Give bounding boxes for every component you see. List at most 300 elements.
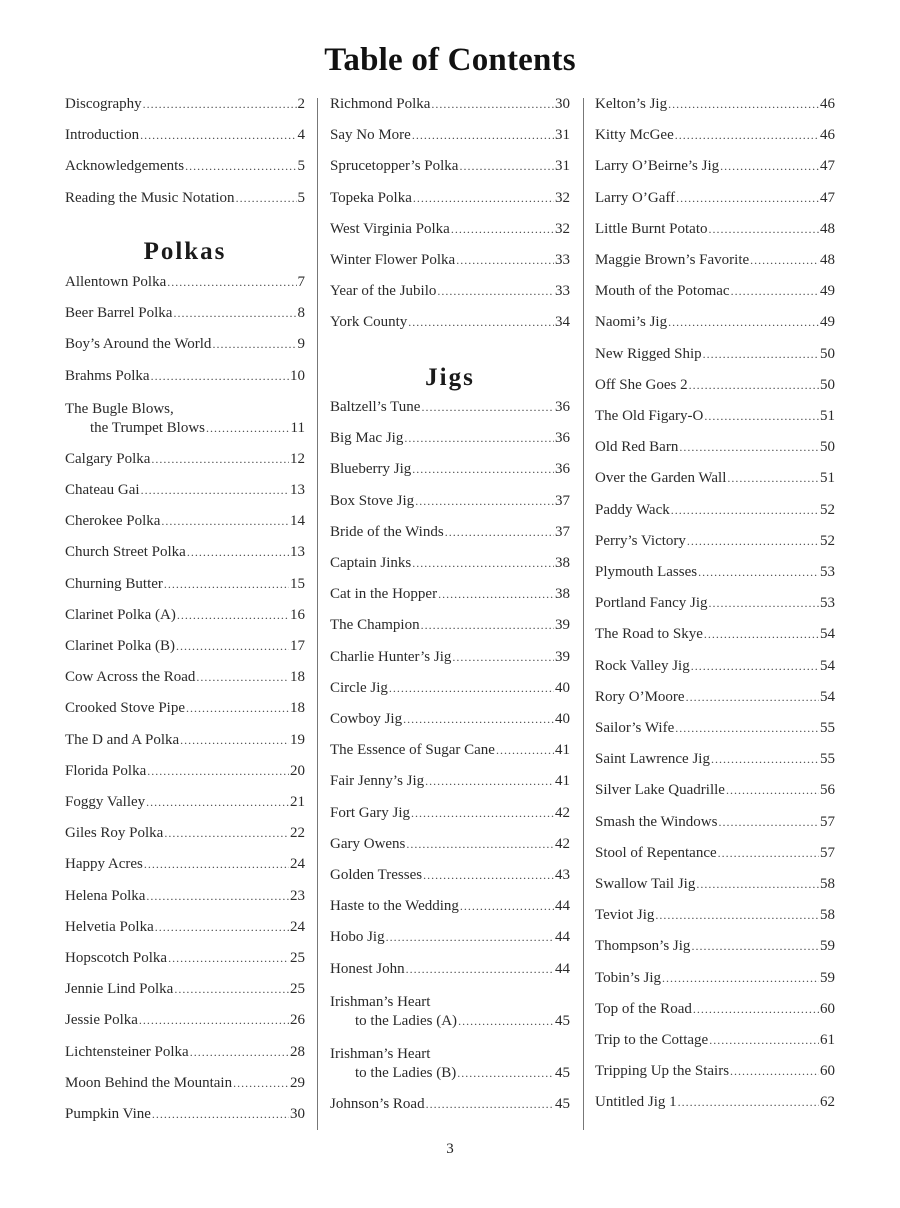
dot-leader [164,578,289,593]
toc-entry-title: Plymouth Lasses [595,564,698,580]
toc-entry[interactable] [330,586,570,603]
toc-entry-page: 44 [555,960,570,977]
toc-entry-page: 32 [555,189,570,206]
toc-entry-page: 9 [297,336,305,353]
toc-entry-page: 56 [820,782,835,799]
toc-entry-page: 54 [820,688,835,705]
toc-entry[interactable] [65,981,305,998]
toc-entry[interactable] [65,544,305,561]
dot-leader [426,1098,554,1113]
toc-entry[interactable] [65,127,305,144]
toc-entry-page: 45 [555,1064,570,1081]
dot-leader [691,660,819,675]
toc-entry[interactable] [65,888,305,905]
toc-entry-title: Perry’s Victory [595,532,686,549]
toc-entry[interactable] [330,283,570,300]
toc-entry-title: Captain Jinks [330,555,412,571]
dot-leader [412,463,554,478]
toc-entry-title: Chateau Gai [65,482,140,498]
toc-entry-page: 45 [555,1095,570,1112]
toc-entry-page: 47 [820,189,835,206]
toc-entry[interactable] [330,158,570,175]
toc-entry-page: 15 [290,575,305,592]
toc-entry[interactable] [330,127,570,144]
toc-entry-page: 13 [290,544,305,561]
toc-entry[interactable] [595,845,835,862]
toc-entry-title: Rock Valley Jig [595,657,690,674]
toc-entry-title: Irishman’s Heart [330,1045,431,1062]
toc-entry-page: 46 [820,96,835,112]
dot-leader [709,597,820,612]
toc-entry[interactable] [330,430,570,447]
toc-entry-page: 31 [555,158,570,175]
dot-leader [236,192,297,207]
dot-leader [389,682,554,697]
dot-leader [655,909,819,924]
toc-entry[interactable] [595,658,835,675]
toc-entry[interactable] [65,638,305,655]
toc-entry-page: 48 [820,220,835,237]
toc-entry[interactable] [595,470,835,487]
dot-leader [438,588,554,603]
toc-entry[interactable] [65,451,305,468]
toc-entry[interactable] [330,314,570,331]
toc-entry[interactable] [595,751,835,768]
toc-entry[interactable] [65,1012,305,1029]
toc-entry-page: 50 [820,376,835,393]
toc-entry[interactable] [595,814,835,831]
dot-leader [459,160,554,175]
dot-leader [141,484,289,499]
dot-leader [152,1108,289,1123]
toc-entry-page: 7 [297,274,305,290]
toc-entry[interactable] [330,96,570,113]
toc-entry[interactable] [595,970,835,987]
dot-leader [750,254,819,269]
toc-entry[interactable] [65,919,305,936]
toc-entry-page: 38 [555,586,570,603]
toc-entry-page: 53 [820,595,835,612]
toc-entry-title: Hopscotch Polka [65,950,168,966]
toc-entry-page: 58 [820,907,835,924]
toc-entry-title: Kitty McGee [595,127,674,144]
toc-entry-title: Paddy Wack [595,501,670,518]
dot-leader [668,98,819,113]
toc-entry-title: Crooked Stove Pipe [65,700,185,717]
toc-entry-title: Beer Barrel Polka [65,305,173,322]
toc-entry-title: Helvetia Polka [65,918,154,935]
toc-entry[interactable] [330,836,570,853]
toc-entry[interactable] [595,127,835,144]
toc-entry[interactable] [595,1063,835,1080]
toc-entry[interactable] [595,720,835,737]
toc-entry-title: to the Ladies (B) [355,1064,457,1081]
toc-entry-title: West Virginia Polka [330,220,450,237]
toc-entry[interactable] [595,377,835,394]
dot-leader [408,316,554,331]
toc-entry-title: The Essence of Sugar Cane [330,742,495,759]
toc-entry-title: Winter Flower Polka [330,252,456,268]
toc-entry[interactable] [330,617,570,634]
toc-entry-title: Maggie Brown’s Favorite [595,252,750,268]
toc-entry-page: 25 [290,981,305,998]
toc-entry[interactable] [65,856,305,873]
toc-entry-page: 37 [555,492,570,509]
toc-entry[interactable] [595,252,835,269]
toc-entry-title: Circle Jig [330,679,388,696]
toc-entry-page: 41 [555,742,570,759]
toc-entry-page: 14 [290,513,305,530]
toc-entry[interactable] [595,346,835,363]
toc-entry[interactable] [330,867,570,884]
toc-entry[interactable] [595,221,835,238]
toc-entry-page: 25 [290,950,305,966]
toc-entry[interactable] [330,805,570,822]
toc-entry-title: Fair Jenny’s Jig [330,773,425,790]
dot-leader [206,422,290,437]
toc-entry-title: Lichtensteiner Polka [65,1043,189,1060]
toc-entry-title: Blueberry Jig [330,461,412,478]
dot-leader [731,285,819,300]
toc-entry[interactable] [330,555,570,572]
toc-entry[interactable] [65,1106,305,1123]
toc-entry[interactable] [330,221,570,238]
dot-leader [403,713,554,728]
toc-entry-page: 29 [290,1074,305,1091]
dot-leader [190,1046,289,1061]
toc-entry-page: 54 [820,657,835,674]
dot-leader [686,691,819,706]
toc-entry[interactable] [330,961,570,978]
toc-entry[interactable] [595,626,835,643]
dot-leader [406,838,554,853]
dot-leader [412,557,554,572]
toc-entry-page: 46 [820,127,835,144]
toc-entry-title: Church Street Polka [65,544,186,561]
toc-entry-page: 34 [555,314,570,331]
toc-entry-title: Pumpkin Vine [65,1106,151,1122]
toc-entry-title: Big Mac Jig [330,430,404,447]
toc-entry-page: 42 [555,804,570,821]
dot-leader [696,878,819,893]
toc-entry[interactable] [595,1001,835,1018]
toc-entry-page: 49 [820,283,835,300]
toc-entry[interactable] [595,190,835,207]
dot-leader [151,453,289,468]
dot-leader [233,1077,289,1092]
dot-leader [671,504,819,519]
toc-entry[interactable] [595,96,835,113]
dot-leader [691,940,819,955]
toc-entry[interactable] [330,252,570,269]
toc-entry-title: Smash the Windows [595,813,718,830]
dot-leader [709,223,820,238]
toc-entry-page: 40 [555,711,570,727]
toc-entry-page: 36 [555,461,570,478]
toc-entry-page: 57 [820,813,835,830]
toc-entry[interactable] [65,607,305,624]
toc-entry-title: Clarinet Polka (A) [65,606,176,623]
toc-entry-title: Little Burnt Potato [595,220,708,237]
toc-entry[interactable] [595,564,835,581]
toc-entry-title: Cat in the Hopper [330,586,438,603]
dot-leader [144,858,289,873]
toc-entry-title: Mouth of the Potomac [595,283,730,300]
toc-entry[interactable] [65,96,305,113]
toc-entry-page: 5 [297,158,305,175]
toc-entry[interactable] [65,794,305,811]
toc-entry-title: Acknowledgements [65,158,185,175]
dot-leader [167,276,296,291]
toc-entry-page: 24 [290,918,305,935]
toc-entry[interactable] [65,482,305,499]
toc-entry-title: Untitled Jig 1 [595,1094,677,1111]
dot-leader [161,515,289,530]
toc-entry-title: Cow Across the Road [65,669,196,686]
toc-entry-page: 37 [555,523,570,540]
toc-entry-title: Trip to the Cottage [595,1032,709,1048]
toc-entry[interactable] [65,732,305,749]
toc-entry-title: Say No More [330,127,411,144]
toc-entry[interactable] [330,649,570,666]
toc-entry[interactable] [65,700,305,717]
toc-entry-title: Portland Fancy Jig [595,595,708,612]
toc-entry-title: Larry O’Gaff [595,189,676,206]
toc-entry-page: 58 [820,876,835,892]
toc-entry[interactable] [330,929,570,946]
toc-entry[interactable] [595,1094,835,1111]
dot-leader [180,734,289,749]
dot-leader [406,963,554,978]
toc-entry-title: Swallow Tail Jig [595,876,696,892]
toc-entry-title: the Trumpet Blows [90,419,206,436]
toc-entry[interactable] [65,513,305,530]
dot-leader [676,192,819,207]
toc-entry[interactable] [65,190,305,207]
toc-entry[interactable] [65,669,305,686]
dot-leader [457,1067,554,1082]
toc-entry-title: Old Red Barn [595,439,679,456]
toc-entry-title: Year of the Jubilo [330,283,437,300]
toc-entry[interactable] [595,782,835,799]
toc-entry-page: 39 [555,648,570,665]
toc-entry-page: 4 [297,127,305,144]
dot-leader [421,401,554,416]
dot-leader [711,753,819,768]
toc-entry-title: Saint Lawrence Jig [595,751,710,768]
toc-entry-title: Hobo Jig [330,929,385,946]
toc-entry-title: Off She Goes 2 [595,376,688,393]
dot-leader [140,129,296,144]
toc-entry-page: 45 [555,1012,570,1029]
dot-leader [431,98,554,113]
dot-leader [687,535,819,550]
toc-entry-title: Silver Lake Quadrille [595,782,725,799]
toc-entry-title: Sprucetopper’s Polka [330,158,459,175]
dot-leader [415,495,554,510]
toc-entry[interactable] [65,1075,305,1092]
toc-entry[interactable] [65,950,305,967]
toc-entry[interactable] [65,274,305,291]
dot-leader [196,671,289,686]
toc-entry-title: Teviot Jig [595,907,655,924]
toc-entry[interactable] [330,773,570,790]
toc-entry[interactable] [65,368,305,385]
toc-entry-title: Irishman’s Heart [330,993,431,1010]
toc-entry-title: Jennie Lind Polka [65,981,174,998]
toc-entry-page: 36 [555,430,570,447]
toc-entry[interactable] [65,576,305,593]
page-title: Table of Contents [324,42,576,78]
toc-entry-title: Happy Acres [65,856,143,873]
dot-leader [452,651,554,666]
toc-entry-title: Sailor’s Wife [595,720,675,736]
toc-entry-title: Over the Garden Wall [595,470,727,487]
dot-leader [709,1034,819,1049]
toc-entry[interactable] [595,439,835,456]
toc-entry-page: 16 [290,606,305,623]
toc-entry[interactable] [595,876,835,893]
toc-entry-title: Allentown Polka [65,274,167,290]
toc-entry-page: 8 [297,305,305,322]
toc-entry-page: 54 [820,626,835,643]
toc-entry[interactable] [65,399,305,437]
toc-entry[interactable] [65,336,305,353]
toc-entry-page: 44 [555,898,570,915]
toc-entry[interactable] [65,825,305,842]
toc-entry-title: Box Stove Jig [330,492,415,509]
dot-leader [146,890,289,905]
toc-entry[interactable] [330,399,570,416]
toc-entry-title: York County [330,314,408,331]
toc-entry-page: 26 [290,1012,305,1029]
toc-entry-page: 12 [290,450,305,467]
section-heading: Jigs [425,364,475,391]
toc-entry-title: Stool of Repentance [595,844,717,861]
toc-entry[interactable] [330,742,570,759]
dot-leader [693,1003,819,1018]
toc-entry-page: 33 [555,252,570,268]
column-divider [317,98,318,1130]
toc-entry-page: 18 [290,669,305,686]
toc-entry-page: 53 [820,564,835,580]
toc-entry-title: The Champion [330,617,420,634]
toc-entry-title: Calgary Polka [65,450,151,467]
dot-leader [703,348,819,363]
toc-entry-page: 32 [555,220,570,237]
toc-entry-page: 19 [290,731,305,748]
toc-entry[interactable] [330,493,570,510]
toc-entry-title: Kelton’s Jig [595,96,668,112]
toc-entry[interactable] [330,711,570,728]
toc-entry-page: 23 [290,887,305,904]
toc-entry-page: 60 [820,1063,835,1080]
toc-entry-page: 31 [555,127,570,144]
toc-entry[interactable] [330,190,570,207]
dot-leader [718,816,819,831]
toc-entry[interactable] [595,1032,835,1049]
dot-leader [662,972,819,987]
toc-entry-page: 52 [820,501,835,518]
toc-entry[interactable] [65,158,305,175]
toc-entry-page: 42 [555,835,570,852]
toc-entry[interactable] [330,992,570,1030]
dot-leader [668,316,819,331]
toc-entry-page: 57 [820,844,835,861]
toc-entry-title: Jessie Polka [65,1012,138,1029]
dot-leader [174,983,289,998]
dot-leader [147,765,289,780]
toc-entry[interactable] [65,305,305,322]
toc-entry[interactable] [330,1096,570,1113]
toc-entry[interactable] [330,680,570,697]
dot-leader [704,628,819,643]
column-divider [583,98,584,1130]
dot-leader [704,410,819,425]
toc-entry-page: 52 [820,532,835,549]
toc-entry[interactable] [595,907,835,924]
toc-entry-page: 24 [290,856,305,873]
toc-entry-page: 33 [555,283,570,300]
toc-entry-page: 38 [555,555,570,571]
dot-leader [177,609,289,624]
toc-entry[interactable] [595,283,835,300]
toc-entry-page: 51 [820,470,835,487]
dot-leader [176,640,289,655]
toc-entry-page: 5 [297,189,305,206]
toc-entry[interactable] [65,763,305,780]
toc-entry[interactable] [595,689,835,706]
toc-entry-title: The Bugle Blows, [65,400,174,417]
toc-entry-title: Topeka Polka [330,189,412,206]
toc-entry-title: Helena Polka [65,887,146,904]
dot-leader [425,775,554,790]
toc-entry[interactable] [595,938,835,955]
toc-entry[interactable] [595,533,835,550]
toc-entry-title: Bride of the Winds [330,523,444,540]
toc-entry-title: Tobin’s Jig [595,969,662,986]
dot-leader [730,1065,819,1080]
toc-entry-title: The Road to Skye [595,626,703,643]
toc-entry-page: 47 [820,158,835,175]
toc-entry-title: Reading the Music Notation [65,189,235,206]
toc-entry-page: 62 [820,1094,835,1111]
toc-entry-page: 51 [820,408,835,424]
toc-entry[interactable] [330,524,570,541]
toc-entry[interactable] [65,1044,305,1061]
dot-leader [727,472,819,487]
toc-entry-title: Honest John [330,960,405,977]
toc-entry[interactable] [330,1044,570,1082]
dot-leader [164,827,289,842]
toc-entry[interactable] [595,595,835,612]
toc-entry-title: Baltzell’s Tune [330,399,421,415]
dot-leader [675,129,819,144]
toc-entry-title: Top of the Road [595,1000,692,1017]
toc-entry[interactable] [595,408,835,425]
toc-entry[interactable] [595,314,835,331]
toc-entry[interactable] [595,158,835,175]
toc-entry-page: 50 [820,345,835,362]
toc-entry[interactable] [330,461,570,478]
toc-entry[interactable] [595,502,835,519]
toc-entry-title: Golden Tresses [330,867,423,883]
toc-entry-title: The D and A Polka [65,731,180,748]
toc-entry-title: Moon Behind the Mountain [65,1074,233,1091]
dot-leader [679,441,819,456]
dot-leader [698,566,819,581]
toc-entry[interactable] [330,898,570,915]
